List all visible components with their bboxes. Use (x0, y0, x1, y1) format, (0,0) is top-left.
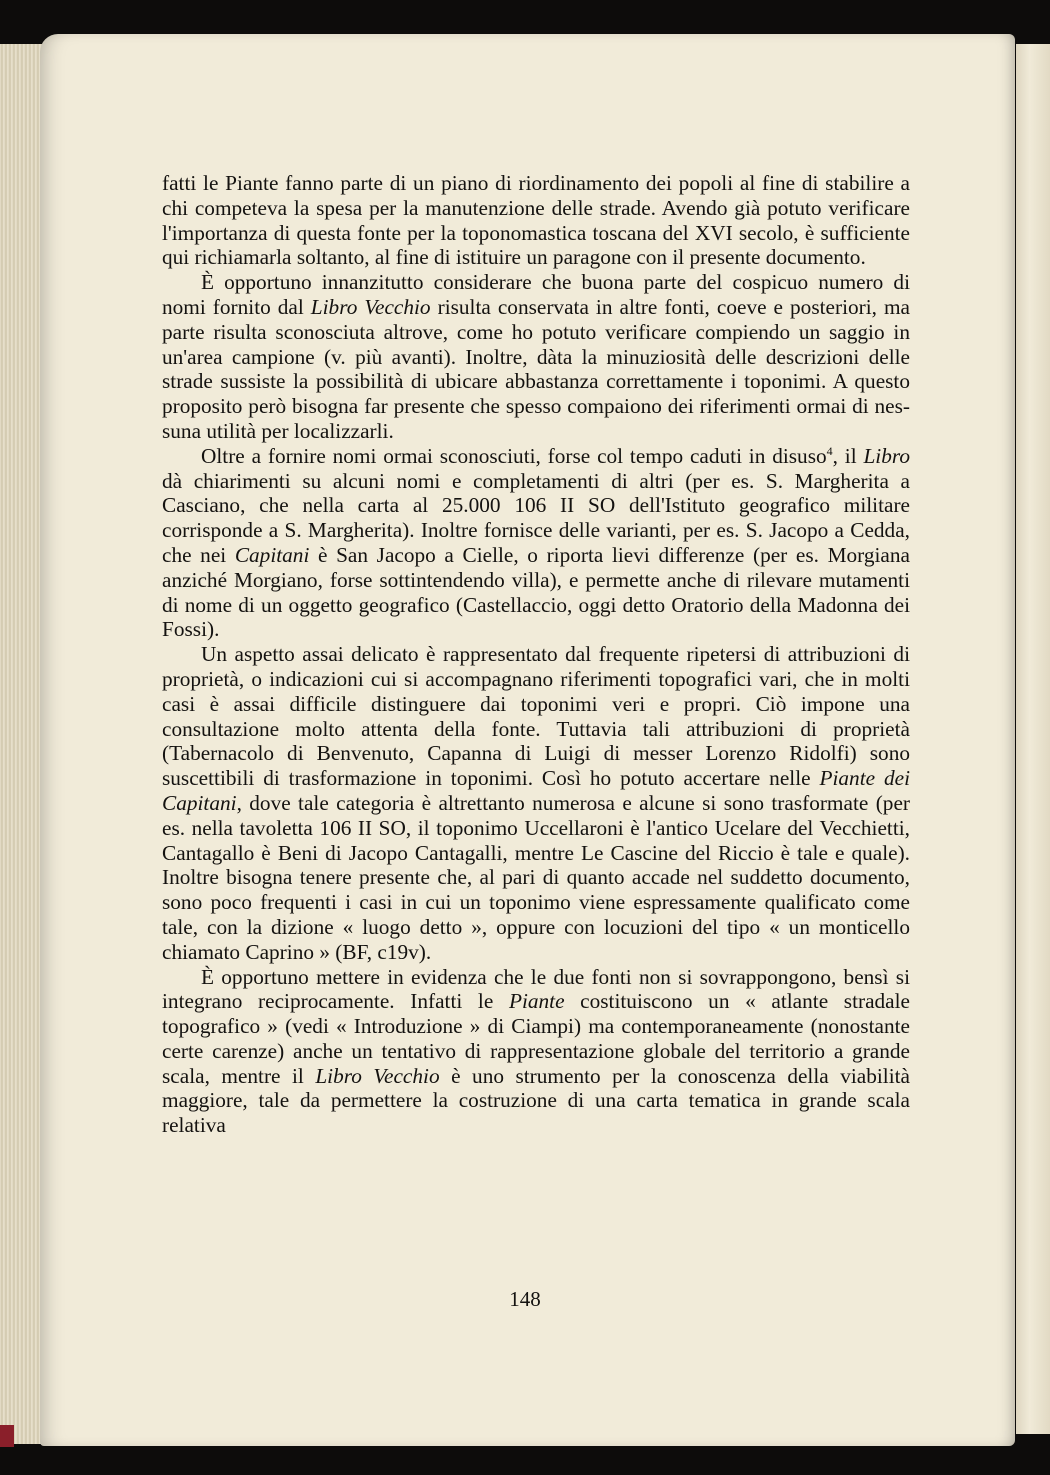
paragraph-3: Oltre a fornire nomi ormai sconosciuti, forse col tempo caduti in disuso$^4$, il Libro dà chiarimenti su alcuni nomi e completamenti di altri (per es. S. Margherita a Casciano, che nella carta al 25.000 106 II SO dell'Istituto geografico militare corrisponde a S. Margherita). Inoltre fornisce delle varianti, per es. S. Jacopo a Cedda, che nei Capitani è San Jacopo a Cielle, o riporta lievi differenze (per es. Morgiana anziché Morgiano, forse sottintendendo villa), e permette anche di rilevare mutamenti di nome di un oggetto geografico (Castellaccio, oggi detto Oratorio della Madonna dei Fossi). (162, 443, 911, 642)
page-number: 148 (509, 1287, 541, 1311)
paragraph-4: Un aspetto assai delicato è rappresentato dal frequente ripetersi di attribuzioni di proprietà, o indicazioni cui si accompagnano riferimenti topografici vari, che in molti casi è assai difficile distinguere dai toponimi veri e propri. Ciò impone una consultazione molto attenta della fonte. Tuttavia tali attribuzioni di proprietà (Tabernacolo di Benvenuto, Capanna di Luigi di messer Lorenzo Ridolfi) sono suscettibili di trasformazione in toponimi. Così ho potuto accertare nelle Piante dei Capitani, dove tale categoria è altrettanto numerosa e alcune si sono trasformate (per es. nella tavoletta 106 II SO, il toponimo Uccellaroni è l'antico Ucelare del Vecchietti, Cantagallo è Beni di Jacopo Cantagalli, mentre Le Cascine del Riccio è tale e quale). Inoltre bisogna tenere presente che, al pari di quanto accade nel suddetto documento, sono poco frequenti i casi in cui un toponimo viene espressamente qualificato come tale, con la dizione « luogo detto », oppure con locuzioni del tipo « un monticello chiamato Caprino » (BF, c19v). (162, 642, 911, 964)
paragraph-1: fatti le Piante fanno parte di un piano di riordinamento dei popoli al fine di stabilire a chi competeva la spesa per la manutenzione delle strade. Avendo già potuto verificare l'importanza di questa fonte per la toponomastica toscana del XVI secolo, è sufficiente qui richiamarla soltanto, al fine di istituire un paragone con il presente documento. (162, 171, 910, 270)
facing-page-edge (1016, 44, 1050, 1434)
paragraph-2: È opportuno innanzitutto considerare che buona parte del cospicuo numero di nomi fornito dal Libro Vecchio risulta conservata in altre fonti, coeve e posteriori, ma parte risulta sconosciuta altrove, come ho potuto verificare compiendo un saggio in un'area campione (v. più avanti). Inoltre, dàta la minuziosità delle descrizioni delle strade sussiste la possibilità di ubicare abbastanza correttamente i toponimi. A questo proposito però bisogna far presente che spesso compaiono dei riferimenti ormai di nessuna utilità per localizzarli. (162, 270, 910, 443)
footnote-ref: 4 (826, 443, 833, 458)
bookmark-ribbon (0, 1425, 14, 1447)
body-text (162, 171, 910, 1138)
paragraph-5: È opportuno mettere in evidenza che le due fonti non si sovrappongono, bensì si integrano reciprocamente. Infatti le Piante costituiscono un « atlante stradale topografico » (vedi « Introduzione » di Ciampi) ma contemporaneamente (nonostante certe carenze) anche un tentativo di rappresentazione globale del territorio a grande scala, mentre il Libro Vecchio è uno strumento per la conoscenza della viabilità maggiore, tale da permettere la costruzione di una carta tematica in grande scala relativa (162, 964, 911, 1138)
